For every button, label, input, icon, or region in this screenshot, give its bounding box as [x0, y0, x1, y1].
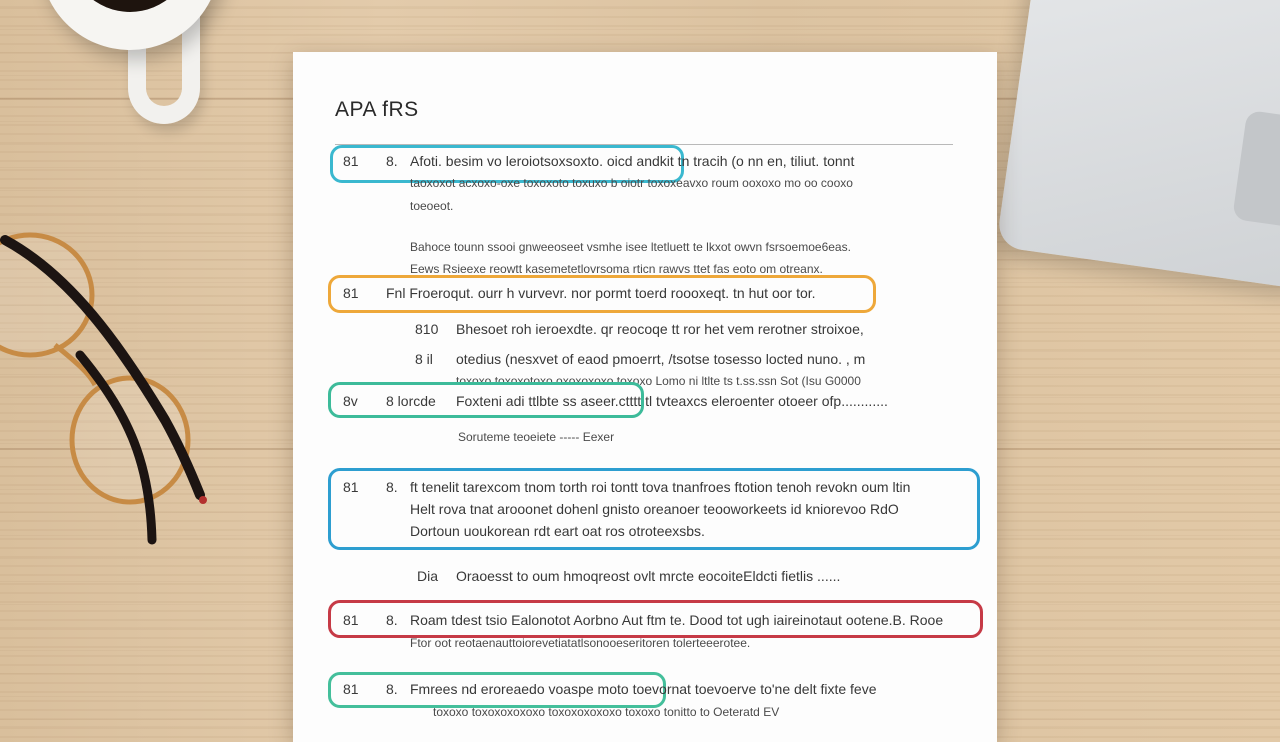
- entry-text-line: Afoti. besim vo leroiotsoxsoxto. oicd andkit tn tracih (o nn en, tiliut. tonnt: [410, 153, 855, 169]
- entry-number: 81: [343, 153, 359, 169]
- entry-sub-number: 8.: [386, 681, 398, 697]
- entry-text-line: Bhesoet roh ieroexdte. qr reocoqe tt ror het vem rerotner stroixoe,: [456, 321, 864, 337]
- coffee-mug: [40, 0, 230, 70]
- entry-text-line: Soruteme teoeiete ----- Eexer: [458, 430, 615, 444]
- entry-number: 810: [415, 321, 439, 337]
- entry-text-line: toxoxo toxoxoxoxoxo toxoxoxoxoxo toxoxo tonitto to Oeteratd EV: [433, 705, 780, 719]
- entry-number: 8 il: [415, 351, 433, 367]
- entry-text-line: otedius (nesxvet of eaod pmoerrt, /tsotse tosesso locted nuno. , m: [456, 351, 866, 367]
- entry-text-line: Roam tdest tsio Ealonotot Aorbno Aut ftm te. Dood tot ugh iaireinotaut ootene.B. Rooe: [410, 612, 944, 628]
- glasses-hinge: [199, 496, 207, 504]
- entry-number: 81: [343, 479, 359, 495]
- entry-text-line: Helt rova tnat arooonet dohenl gnisto oreanoer teooworkeets id kniorevoo RdO: [410, 501, 899, 517]
- entry-text-line: Fnl Froeroqut. ourr h vurvevr. nor pormt toerd roooxeqt. tn hut oor tor.: [386, 285, 816, 301]
- entry-text-line: Ftor oot reotaenauttoiorevetiatatlsonooeseritoren tolerteeerotee.: [410, 636, 751, 650]
- entry-text-line: Fmrees nd eroreaedo voaspe moto toevornat toevoerve to'ne delt fixte feve: [410, 681, 877, 697]
- entry-text-line: Eews Rsieexe reowtt kasemetetlovrsoma rticn rawvs ttet fas eoto om otreanx.: [410, 262, 823, 276]
- entry-text-line: Bahoce tounn ssooi gnweeoseet vsmhe isee ltetluett te lkxot owvn fsrsoemoe6eas.: [410, 240, 851, 254]
- entry-text-line: Dortoun uoukorean rdt eart oat ros otroteexsbs.: [410, 523, 705, 539]
- laptop-trackpad: [1232, 110, 1280, 236]
- entry-number: 81: [343, 681, 359, 697]
- document-page: [293, 52, 997, 742]
- eyeglasses: [0, 215, 220, 555]
- entry-text-line: toeoeot.: [410, 199, 454, 213]
- entry-sub-number: 8.: [386, 479, 398, 495]
- entry-number: 81: [343, 612, 359, 628]
- entry-text-line: taoxoxot acxoxo-oxe toxoxoto toxuxo b oiotr toxoxeavxo roum ooxoxo mo oo cooxo: [410, 176, 853, 190]
- entry-sub-number: 8.: [386, 612, 398, 628]
- entry-sub-number: 8.: [386, 153, 398, 169]
- entry-number: Dia: [417, 568, 439, 584]
- entry-number: 8v: [343, 393, 358, 409]
- entry-text-line: Foxteni adi ttlbte ss aseer.ctttt tl tvteaxcs eleroenter otoeer ofp............: [456, 393, 888, 409]
- document-title: APA fRS: [335, 98, 419, 121]
- entry-sub-number: 8 lorcde: [386, 393, 436, 409]
- laptop: [996, 0, 1280, 291]
- entry-text-line: toxoxo toxoxotoxo oxoxoxoxo toxoxo Lomo ni ltlte ts t.ss.ssn Sot (Isu G0000: [456, 374, 861, 388]
- entry-text-line: Oraoesst to oum hmoqreost ovlt mrcte eocoiteEldcti fietlis ......: [456, 568, 841, 584]
- entry-number: 81: [343, 285, 359, 301]
- entry-text-line: ft tenelit tarexcom tnom torth roi tontt tova tnanfroes ftotion tenoh revokn oum ltin: [410, 479, 911, 495]
